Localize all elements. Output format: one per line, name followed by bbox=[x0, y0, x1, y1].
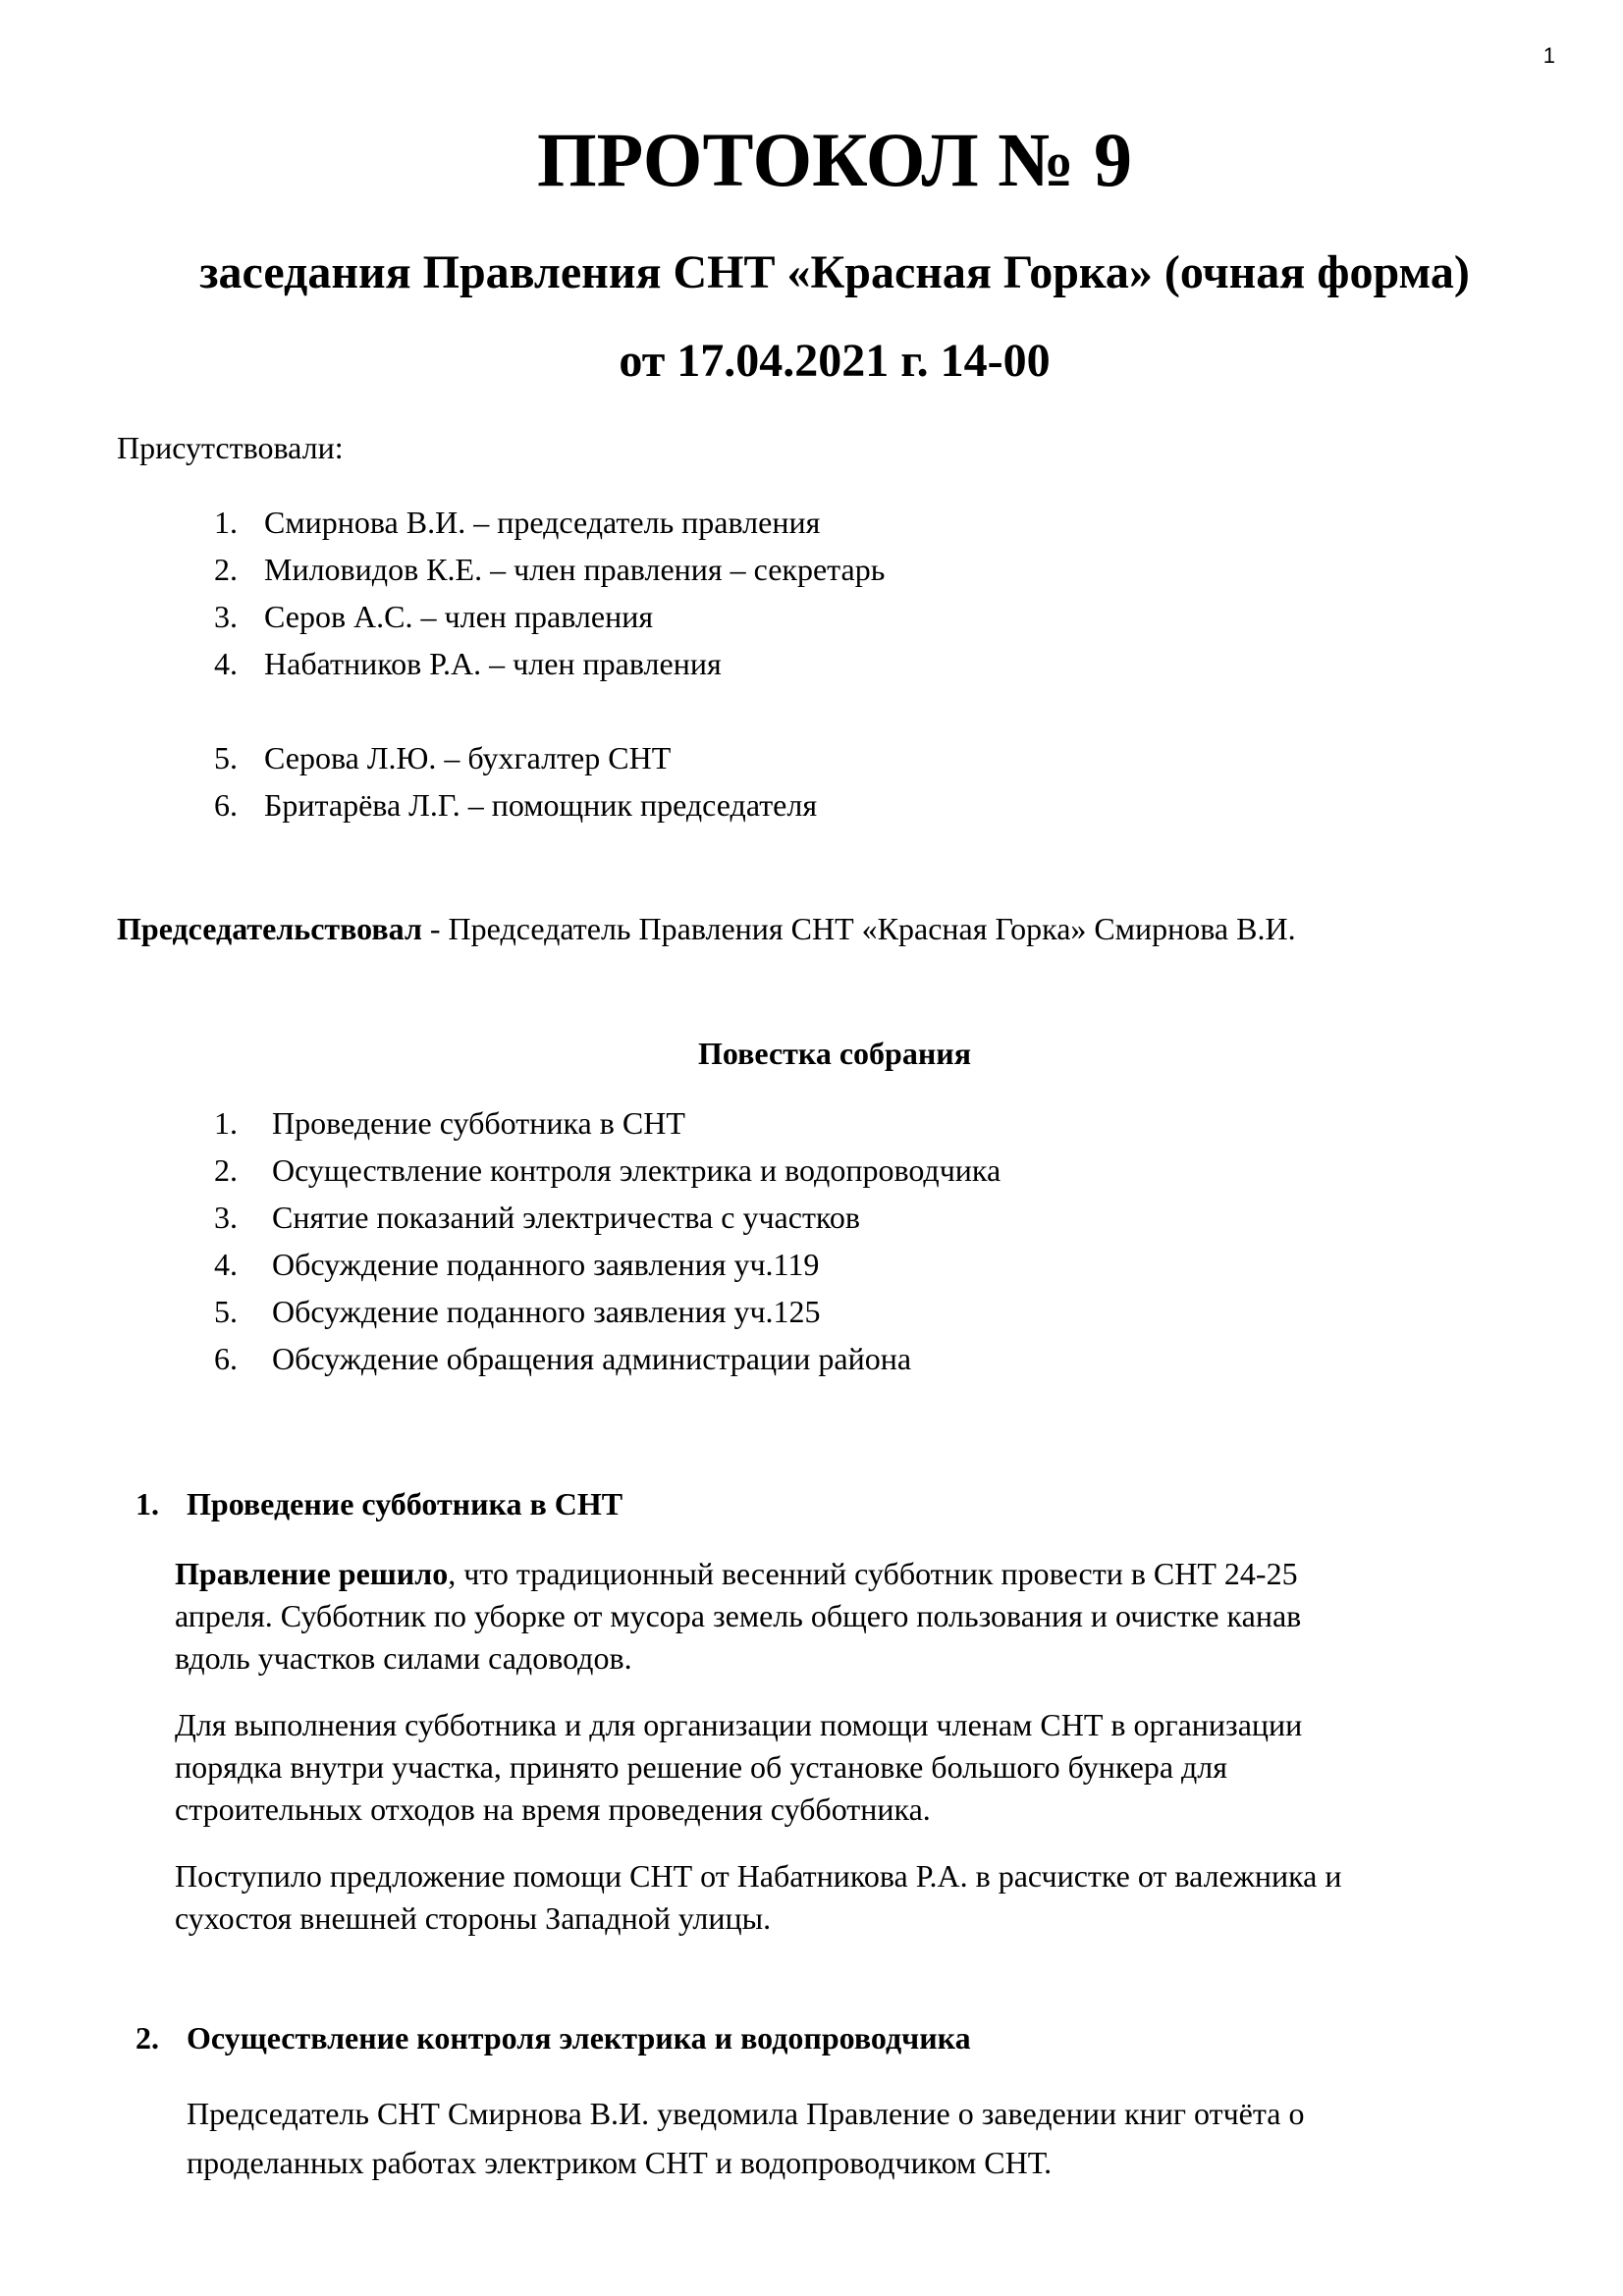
attendance-label: Присутствовали: bbox=[117, 430, 344, 465]
paragraph-line: Для выполнения субботника и для организации помощи членам СНТ в организации bbox=[175, 1707, 1303, 1742]
paragraph-line: порядка внутри участка, принято решение об установке большого бункера для bbox=[175, 1749, 1227, 1785]
list-item-number: 1. bbox=[214, 505, 238, 540]
list-item-number: 2. bbox=[214, 1152, 238, 1188]
document-subtitle: заседания Правления СНТ «Красная Горка» (очная форма) bbox=[199, 246, 1470, 298]
paragraph-line: проделанных работах электриком СНТ и водопроводчиком СНТ. bbox=[187, 2145, 1053, 2180]
paragraph bbox=[175, 1704, 1302, 1831]
list-item-number: 3. bbox=[214, 1200, 238, 1235]
paragraph bbox=[175, 1553, 1301, 1680]
section-title: Осуществление контроля электрика и водопроводчика bbox=[187, 2020, 971, 2056]
list-item-text: Снятие показаний электричества с участков bbox=[272, 1200, 860, 1235]
section-number: 2. bbox=[135, 2020, 159, 2056]
chaired-text: - Председатель Правления СНТ «Красная Горка» Смирнова В.И. bbox=[421, 911, 1296, 946]
list-item-text: Обсуждение обращения администрации района bbox=[272, 1341, 912, 1376]
document-title: ПРОТОКОЛ № 9 bbox=[536, 117, 1133, 202]
paragraph-line: Поступило предложение помощи СНТ от Набатникова Р.А. в расчистке от валежника и bbox=[175, 1858, 1342, 1894]
list-item-text: Бритарёва Л.Г. – помощник председателя bbox=[264, 787, 818, 823]
list-item-number: 4. bbox=[214, 1247, 238, 1282]
paragraph-bold-lead: Правление решило bbox=[175, 1556, 449, 1591]
list-item-number: 2. bbox=[214, 552, 238, 587]
list-item-text: Обсуждение поданного заявления уч.125 bbox=[272, 1294, 821, 1329]
chaired-label: Председательствовал bbox=[117, 911, 422, 946]
list-item-number: 5. bbox=[214, 1294, 238, 1329]
list-item-number: 1. bbox=[214, 1105, 238, 1141]
list-item-text: Миловидов К.Е. – член правления – секретарь bbox=[264, 552, 886, 587]
paragraph-line: Председатель СНТ Смирнова В.И. уведомила Правление о заведении книг отчёта о bbox=[187, 2096, 1305, 2131]
paragraph-line: апреля. Субботник по уборке от мусора земель общего пользования и очистке канав bbox=[175, 1598, 1302, 1633]
paragraph-line: сухостоя внешней стороны Западной улицы. bbox=[175, 1900, 772, 1936]
list-item-text: Набатников Р.А. – член правления bbox=[264, 646, 722, 681]
paragraph bbox=[187, 2089, 1304, 2187]
paragraph-line: строительных отходов на время проведения субботника. bbox=[175, 1791, 931, 1827]
agenda-heading: Повестка собрания bbox=[697, 1036, 972, 1071]
list-item-number: 6. bbox=[214, 787, 238, 823]
list-item-number: 4. bbox=[214, 646, 238, 681]
section-title: Проведение субботника в СНТ bbox=[187, 1486, 623, 1522]
paragraph-line bbox=[175, 1553, 1301, 1595]
page-number: 1 bbox=[1542, 43, 1555, 68]
list-item-number: 3. bbox=[214, 599, 238, 634]
paragraph bbox=[175, 1855, 1342, 1940]
list-item-text: Серова Л.Ю. – бухгалтер СНТ bbox=[264, 740, 672, 775]
list-item-text: Обсуждение поданного заявления уч.119 bbox=[272, 1247, 820, 1282]
list-item-text: Серов А.С. – член правления bbox=[264, 599, 654, 634]
list-item-text: Проведение субботника в СНТ bbox=[272, 1105, 685, 1141]
list-item-text: Осуществление контроля электрика и водопроводчика bbox=[272, 1152, 1001, 1188]
section-number: 1. bbox=[135, 1486, 159, 1522]
list-item-text: Смирнова В.И. – председатель правления bbox=[264, 505, 821, 540]
list-item-number: 5. bbox=[214, 740, 238, 775]
paragraph-text: , что традиционный весенний субботник провести в СНТ 24-25 bbox=[448, 1556, 1298, 1591]
paragraph-line: вдоль участков силами садоводов. bbox=[175, 1640, 632, 1676]
meeting-date: от 17.04.2021 г. 14-00 bbox=[619, 335, 1051, 387]
list-item-number: 6. bbox=[214, 1341, 238, 1376]
chaired-by bbox=[117, 909, 1296, 948]
